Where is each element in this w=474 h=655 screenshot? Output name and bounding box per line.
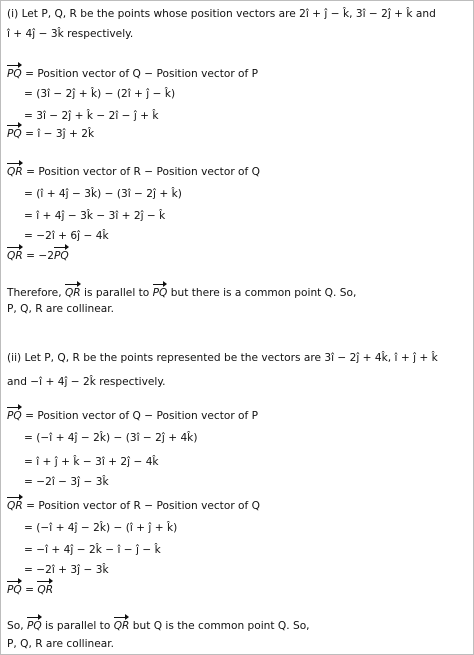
qr-definition-text: = Position vector of R − Position vector of Q [26,166,260,178]
vector-qr: QR [37,584,54,596]
part-i-qr-result [7,249,69,263]
part-i-pq-step-2: = 3î − 2ĵ + k̂ − 2î − ĵ + k̂ [24,110,159,122]
part-ii-qr-step-2: = −î + 4ĵ − 2k̂ − î − ĵ − k̂ [24,544,161,556]
vector-pq: PQ [7,584,22,596]
part-i-qr-step-1: = (î + 4ĵ − 3k̂) − (3î − 2ĵ + k̂) [24,188,182,200]
part-i-qr-step-2: = î + 4ĵ − 3k̂ − 3î + 2ĵ − k̂ [24,210,166,222]
part-ii-conclusion-line-2: P, Q, R are collinear. [7,638,115,650]
conclusion-text: is parallel to [45,620,111,632]
vector-pq: PQ [26,620,42,632]
part-ii-conclusion-line-1 [7,619,310,633]
part-ii-qr-definition [7,499,260,513]
vector-qr: QR [113,620,130,632]
part-ii-statement-line-1: (ii) Let P, Q, R be the points represented be the vectors are 3î − 2ĵ + 4k̂, î + ĵ + k̂ [7,352,438,364]
part-ii-equality [7,583,53,597]
vector-qr: QR [7,500,23,512]
vector-pq: PQ [7,128,22,140]
vector-qr: QR [7,166,23,178]
conclusion-text: Therefore, [7,287,62,299]
equality-sign: = [25,584,34,596]
qr-definition-text: = Position vector of R − Position vector of Q [26,500,260,512]
part-i-qr-step-3: = −2î + 6ĵ − 4k̂ [24,230,109,242]
part-ii-pq-definition [7,409,258,423]
part-ii-pq-step-2: = î + ĵ + k̂ − 3î + 2ĵ − 4k̂ [24,456,159,468]
part-i-conclusion-line-1 [7,286,356,300]
conclusion-text: So, [7,620,24,632]
part-ii-statement-line-2: and −î + 4ĵ − 2k̂ respectively. [7,376,166,388]
vector-qr: QR [64,287,81,299]
part-i-pq-definition [7,67,258,81]
part-ii-pq-step-3: = −2î − 3ĵ − 3k̂ [24,476,109,488]
vector-pq: PQ [7,68,22,80]
qr-result-text: = −2 [26,250,54,262]
conclusion-text: is parallel to [84,287,150,299]
pq-definition-text: = Position vector of Q − Position vector of P [25,68,259,80]
vector-pq: PQ [7,410,22,422]
vector-pq: PQ [152,287,168,299]
part-i-qr-definition [7,165,260,179]
part-ii-pq-step-1: = (−î + 4ĵ − 2k̂) − (3î − 2ĵ + 4k̂) [24,432,198,444]
part-i-statement-line-2: î + 4ĵ − 3k̂ respectively. [7,28,134,40]
part-i-pq-result [7,127,94,141]
pq-result-text: = î − 3ĵ + 2k̂ [25,128,95,140]
conclusion-text: but there is a common point Q. So, [170,287,357,299]
vector-qr: QR [7,250,23,262]
part-i-statement-line-1: (i) Let P, Q, R be the points whose position vectors are 2î + ĵ − k̂, 3î − 2ĵ + k̂ and [7,8,436,20]
vector-pq: PQ [53,250,69,262]
part-i-pq-step-1: = (3î − 2ĵ + k̂) − (2î + ĵ − k̂) [24,88,176,100]
part-i-conclusion-line-2: P, Q, R are collinear. [7,303,115,315]
conclusion-text: but Q is the common point Q. So, [132,620,310,632]
part-ii-qr-step-3: = −2î + 3ĵ − 3k̂ [24,564,109,576]
part-ii-qr-step-1: = (−î + 4ĵ − 2k̂) − (î + ĵ + k̂) [24,522,178,534]
pq-definition-text: = Position vector of Q − Position vector of P [25,410,259,422]
